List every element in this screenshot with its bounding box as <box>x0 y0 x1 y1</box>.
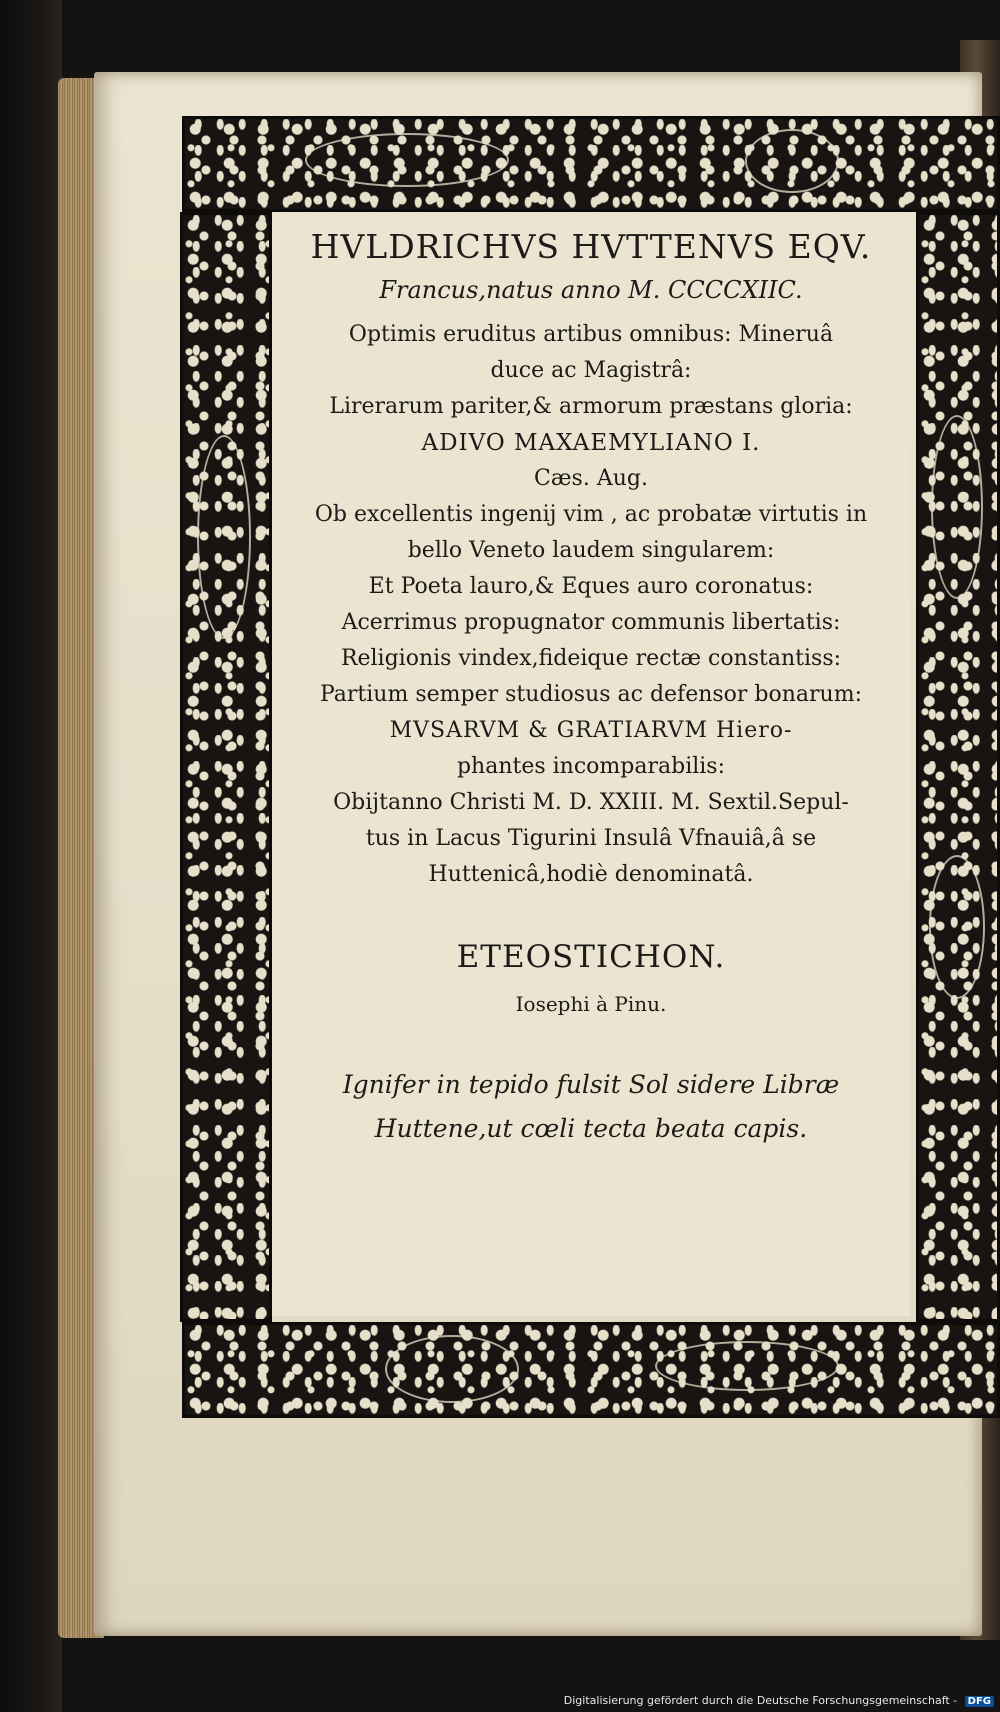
inscription-line: tus in Lacus Tigurini Insulâ Vfnauiâ,â se <box>365 826 817 851</box>
moth-ornament <box>385 1335 519 1403</box>
inscription-line: MVSARVM & GRATIARVM Hiero- <box>389 718 793 743</box>
inscription-title: HVLDRICHVS HVTTENVS EQV. <box>310 227 872 266</box>
woodcut-border-top <box>182 116 1000 212</box>
inscription-line: Partium semper studiosus ac defensor bonarum: <box>319 682 863 707</box>
verse-line: Ignifer in tepido fulsit Sol sidere Libræ <box>342 1070 840 1099</box>
inscription-line: Obijtanno Christi M. D. XXIII. M. Sextil.Sepul- <box>333 790 849 815</box>
caption-text: Digitalisierung gefördert durch die Deutsche Forschungsgemeinschaft - <box>563 1694 958 1707</box>
animal-ornament <box>929 855 985 999</box>
inscription-line: Acerrimus propugnator communis libertatis: <box>341 610 841 635</box>
woodcut-border-right <box>916 212 1000 1322</box>
inscription-line: duce ac Magistrâ: <box>490 358 692 383</box>
digitization-caption <box>564 1694 994 1707</box>
inscription-line: Et Poeta lauro,& Eques auro coronatus: <box>368 574 814 599</box>
bird-ornament <box>931 415 983 599</box>
verse-line: Huttene,ut cœli tecta beata capis. <box>374 1114 808 1143</box>
inscription-panel <box>272 212 910 1316</box>
dragonfly-ornament <box>305 133 509 187</box>
snail-ornament <box>745 129 839 193</box>
inscription-line: ADIVO MAXAEMYLIANO I. <box>421 430 761 456</box>
dfg-logo: DFG <box>965 1696 994 1707</box>
woodcut-border-left <box>180 212 272 1322</box>
inscription-line: Ob excellentis ingenij vim , ac probatæ virtutis in <box>314 502 868 527</box>
grasshopper-ornament <box>655 1341 839 1391</box>
eteostichon-author: Iosephi à Pinu. <box>515 992 667 1016</box>
eteostichon-heading: ETEOSTICHON. <box>456 939 726 975</box>
woodcut-border-bottom <box>182 1322 1000 1418</box>
scan-background-left <box>0 0 62 1712</box>
inscription-line: Cæs. Aug. <box>534 466 648 491</box>
birth-line: Francus,natus anno M. CCCCXIIC. <box>379 276 803 304</box>
inscription-line: Religionis vindex,fideique rectæ constantiss: <box>340 646 842 671</box>
inscription-line: Lirerarum pariter,& armorum præstans gloria: <box>329 394 853 419</box>
inscription-line: Huttenicâ,hodiè denominatâ. <box>428 862 754 887</box>
inscription-line: Optimis eruditus artibus omnibus: Mineruâ <box>348 322 834 347</box>
inscription-line: phantes incomparabilis: <box>456 754 726 779</box>
inscription-line: bello Veneto laudem singularem: <box>407 538 775 563</box>
insect-ornament-left <box>197 435 251 639</box>
